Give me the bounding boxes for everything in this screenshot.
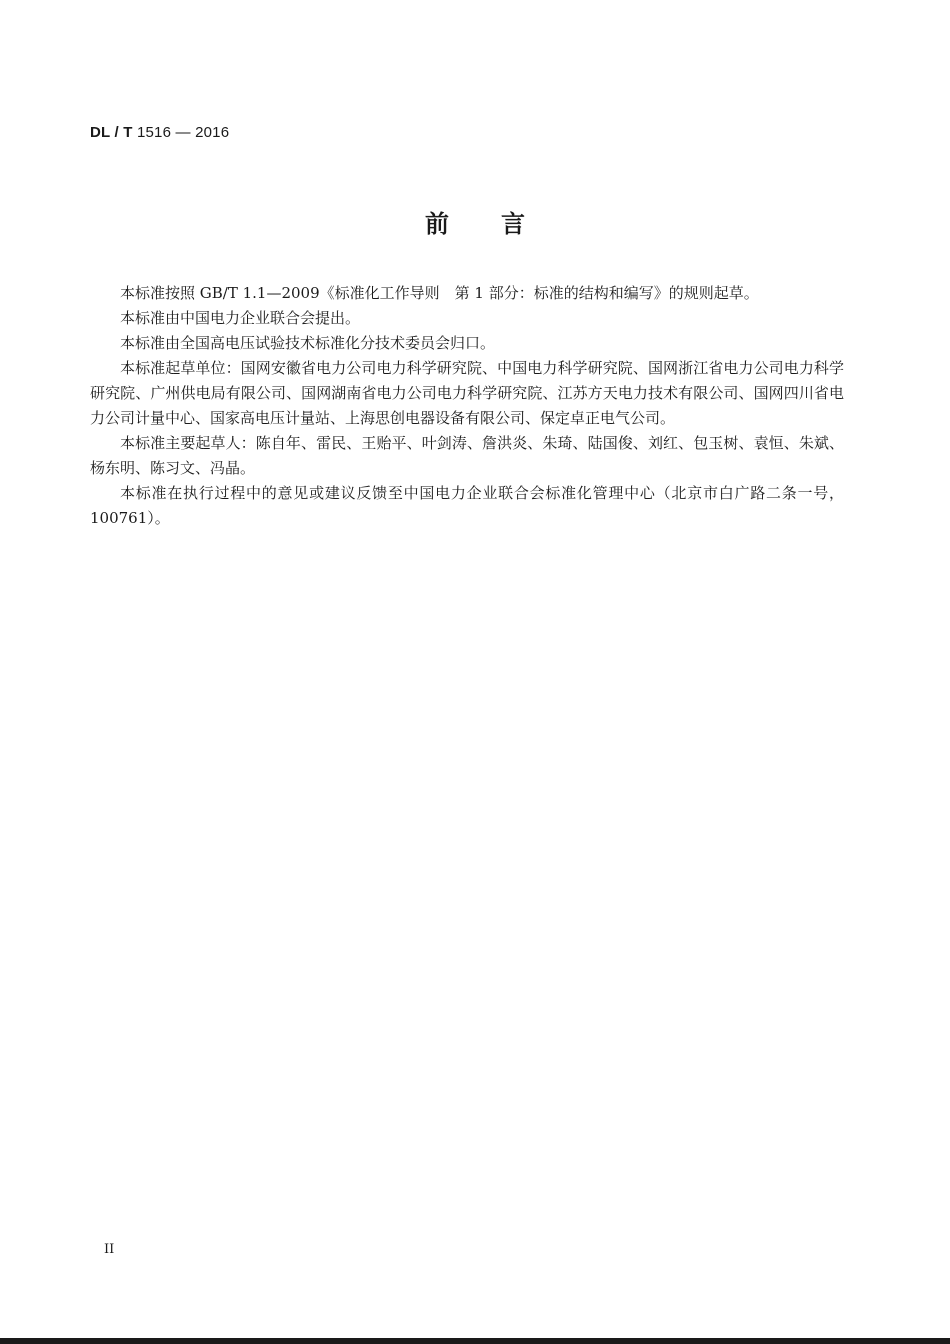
title-char-2: 言	[501, 210, 525, 238]
standard-prefix: DL / T	[90, 124, 133, 141]
title-char-1: 前	[425, 210, 449, 238]
page-number: II	[104, 1242, 115, 1257]
paragraph-proposer: 本标准由中国电力企业联合会提出。	[120, 309, 361, 327]
bottom-rule	[0, 1338, 950, 1344]
paragraph-feedback: 本标准在执行过程中的意见或建议反馈至中国电力企业联合会标准化管理中心（北京市白广路二条一号，100761）。	[90, 484, 844, 527]
paragraph-drafting-rules: 本标准按照 GB/T 1.1—2009《标准化工作导则 第 1 部分：标准的结构和编写》的规则起草。	[120, 284, 759, 302]
standard-number: 1516 — 2016	[136, 124, 230, 141]
paragraph-committee: 本标准由全国高电压试验技术标准化分技术委员会归口。	[120, 334, 496, 352]
foreword-body	[90, 281, 844, 531]
page-title	[0, 204, 950, 239]
paragraph-drafters: 本标准主要起草人：陈自年、雷民、王贻平、叶剑涛、詹洪炎、朱琦、陆国俊、刘红、包玉树、袁恒、朱斌、杨东明、陈习文、冯晶。	[90, 434, 844, 477]
standard-code	[90, 124, 229, 141]
paragraph-drafting-units: 本标准起草单位：国网安徽省电力公司电力科学研究院、中国电力科学研究院、国网浙江省电力公司电力科学研究院、广州供电局有限公司、国网湖南省电力公司电力科学研究院、江苏方天电力技术有限公司、国网四川省电力公司计量中心、国家高电压计量站、上海思创电器设备有限公司、保定卓正电气公司。	[90, 359, 844, 427]
